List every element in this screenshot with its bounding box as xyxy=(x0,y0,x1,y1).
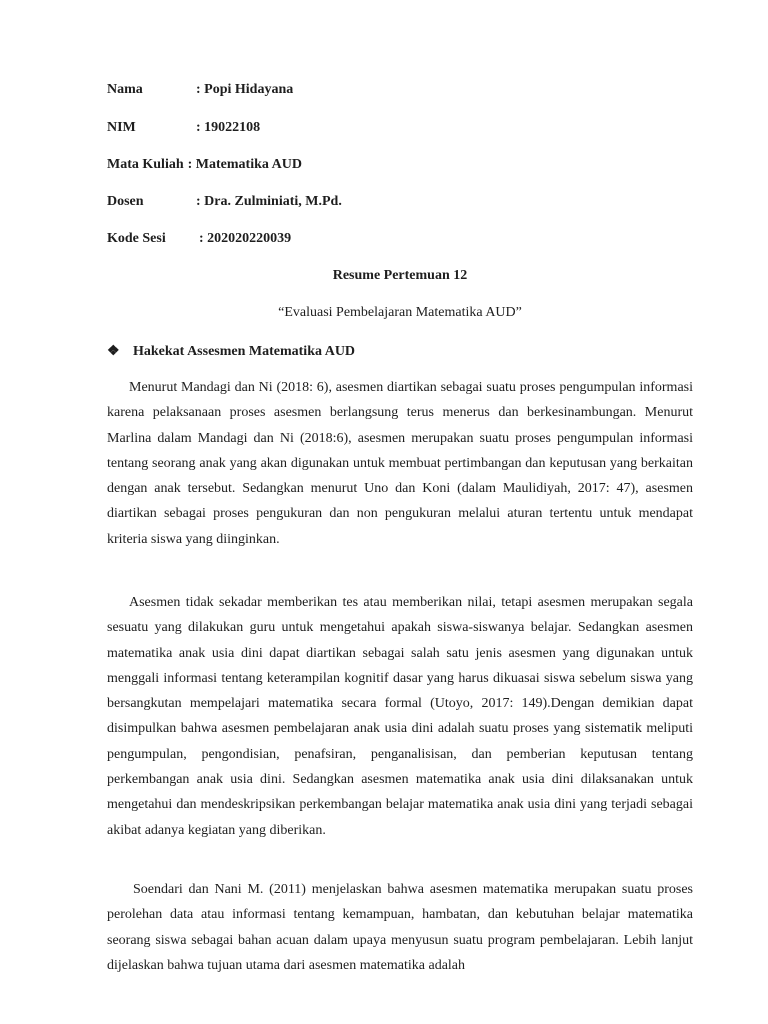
section-heading-text: Hakekat Assesmen Matematika AUD xyxy=(133,344,356,359)
field-label-nim: NIM xyxy=(107,120,136,135)
field-value-nama: : Popi Hidayana xyxy=(196,82,294,97)
paragraph-1: Menurut Mandagi dan Ni (2018: 6), asesmen diartikan sebagai suatu proses pengumpulan informasi karena pelaksanaan proses asesmen berlangsung terus menerus dan berkesinambungan. Menurut Marlina dalam Mandagi dan Ni (2018:6), asesmen merupakan suatu proses pengumpulan informasi tentang seorang anak yang akan digunakan untuk membuat pertimbangan dan keputusan yang berkaitan dengan anak tersebut. Sedangkan menurut Uno dan Koni (dalam Maulidiyah, 2017: 47), asesmen diartikan sebagai proses pengukuran dan non pengukuran melalui aturan tertentu untuk mendapat kriteria siswa yang diinginkan. xyxy=(107,380,693,547)
paragraph-3: Soendari dan Nani M. (2011) menjelaskan bahwa asesmen matematika merupakan suatu proses perolehan data atau informasi tentang kemampuan, hambatan, dan kebutuhan belajar matematika seorang siswa sebagai bahan acuan dalam upaya menyusun suatu program pembelajaran. Lebih lanjut dijelaskan bahwa tujuan utama dari asesmen matematika adalah xyxy=(107,882,693,973)
document-subtitle: “Evaluasi Pembelajaran Matematika AUD” xyxy=(278,305,522,320)
field-nim xyxy=(107,118,260,138)
field-label-kode-sesi: Kode Sesi xyxy=(107,231,166,246)
field-label-dosen: Dosen xyxy=(107,194,144,209)
field-kode-sesi xyxy=(107,229,291,249)
field-mata-kuliah xyxy=(107,155,302,175)
section-heading xyxy=(107,342,355,362)
document-title: Resume Pertemuan 12 xyxy=(332,268,468,283)
field-value-kode-sesi: : 202020220039 xyxy=(199,231,292,246)
field-value-nim: : 19022108 xyxy=(196,120,261,135)
field-nama xyxy=(107,80,293,100)
diamond-bullet-icon: ❖ xyxy=(107,344,120,359)
field-label-mata-kuliah: Mata Kuliah xyxy=(107,157,184,172)
field-value-mata-kuliah: : Matematika AUD xyxy=(187,157,302,172)
field-dosen xyxy=(107,192,342,212)
paragraph-2: Asesmen tidak sekadar memberikan tes atau memberikan nilai, tetapi asesmen merupakan segala sesuatu yang dilakukan guru untuk mengetahui apakah siswa-siswanya belajar. Sedangkan asesmen matematika anak usia dini dapat diartikan sebagai salah satu jenis asesmen yang digunakan untuk menggali informasi tentang keterampilan kognitif dasar yang harus dikuasai siswa sebelum siswa yang bersangkutan mempelajari matematika secara formal (Utoyo, 2017: 149).Dengan demikian dapat disimpulkan bahwa asesmen pembelajaran anak usia dini adalah suatu proses yang sistematik meliputi pengumpulan, pengondisian, penafsiran, penganalisisan, dan pemberian keputusan tentang perkembangan anak usia dini. Sedangkan asesmen matematika anak usia dini dilaksanakan untuk mengetahui dan mendeskripsikan perkembangan belajar matematika anak usia dini yang terjadi sebagai akibat adanya kegiatan yang diberikan. xyxy=(107,595,693,838)
field-value-dosen: : Dra. Zulminiati, M.Pd. xyxy=(196,194,342,209)
field-label-nama: Nama xyxy=(107,82,143,97)
